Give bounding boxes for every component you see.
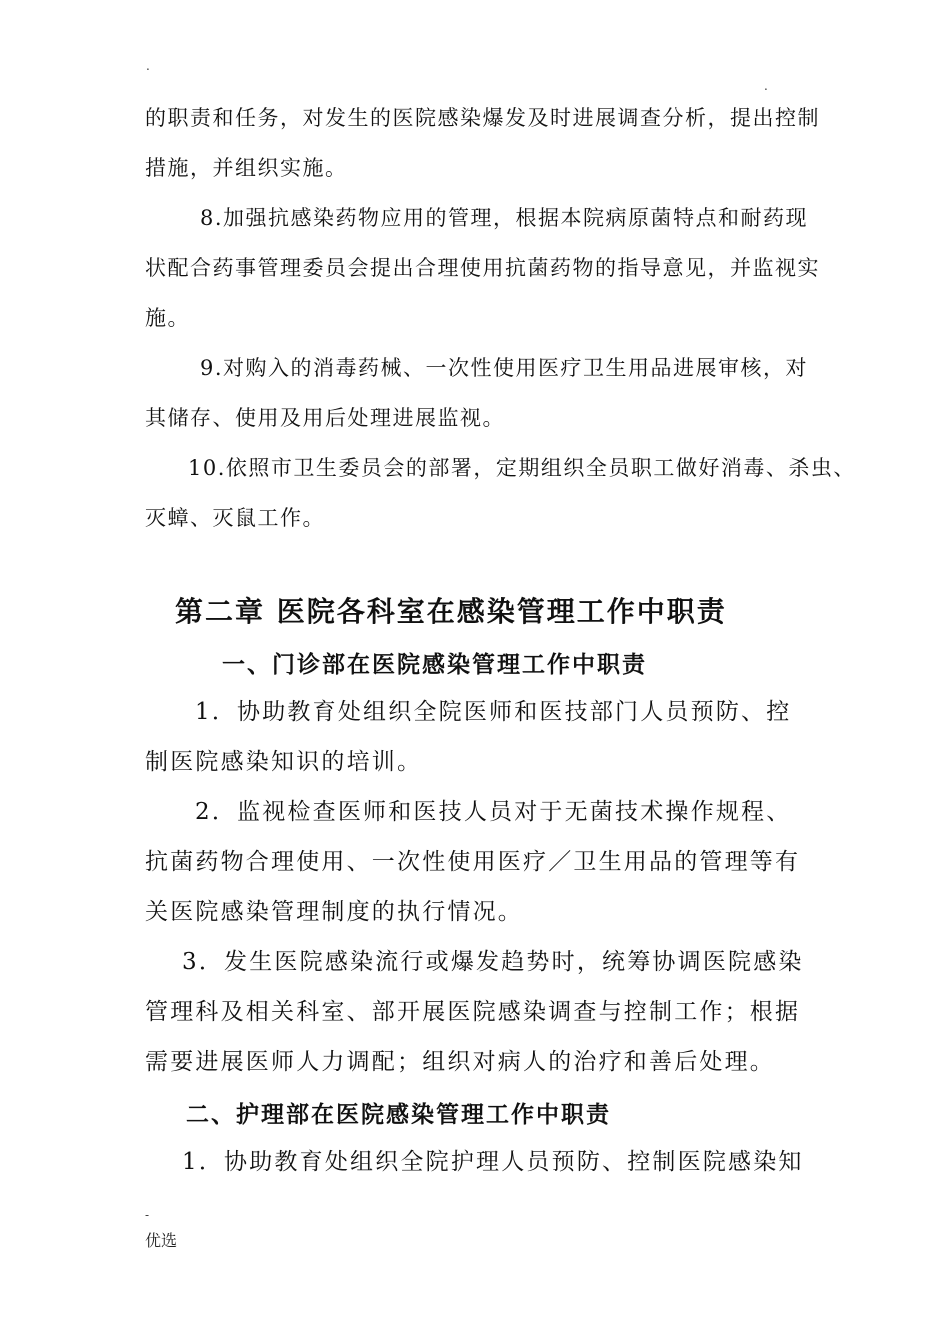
body-line: 9.对购入的消毒药械、一次性使用医疗卫生用品进展审核，对 [200,356,809,380]
body-line: 抗菌药物合理使用、一次性使用医疗／卫生用品的管理等有 [145,849,801,875]
section-title: 二、护理部在医院感染管理工作中职责 [186,1102,611,1128]
body-line: 状配合药事管理委员会提出合理使用抗菌药物的指导意见，并监视实 [145,256,820,280]
body-line: 10.依照市卫生委员会的部署，定期组织全员职工做好消毒、杀虫、 [188,456,856,480]
header-mark-right: . [764,79,768,93]
footer-dash: - [145,1208,150,1222]
body-line: 其储存、使用及用后处理进展监视。 [145,406,505,430]
body-line: 措施，并组织实施。 [145,156,348,180]
body-line: 2．监视检查医师和医技人员对于无菌技术操作规程、 [195,799,792,825]
body-line: 的职责和任务，对发生的医院感染爆发及时进展调查分析，提出控制 [145,106,820,130]
footer-label: 优选 [145,1231,178,1250]
body-line: 管理科及相关科室、部开展医院感染调查与控制工作；根据 [145,999,801,1025]
body-line: 3．发生医院感染流行或爆发趋势时，统筹协调医院感染 [182,949,804,975]
body-line: 施。 [145,306,190,330]
body-line: 需要进展医师人力调配；组织对病人的治疗和善后处理。 [145,1049,775,1075]
body-line: 灭蟑、灭鼠工作。 [145,506,325,530]
body-line: 1．协助教育处组织全院护理人员预防、控制医院感染知 [182,1149,804,1175]
body-line: 制医院感染知识的培训。 [145,749,423,775]
body-line: 8.加强抗感染药物应用的管理，根据本院病原菌特点和耐药现 [200,206,809,230]
body-line: 1．协助教育处组织全院医师和医技部门人员预防、控 [195,699,792,725]
header-mark-left: . [146,59,150,73]
section-title: 一、门诊部在医院感染管理工作中职责 [222,652,647,678]
body-line: 关医院感染管理制度的执行情况。 [145,899,523,925]
chapter-title: 第二章 医院各科室在感染管理工作中职责 [175,595,727,628]
